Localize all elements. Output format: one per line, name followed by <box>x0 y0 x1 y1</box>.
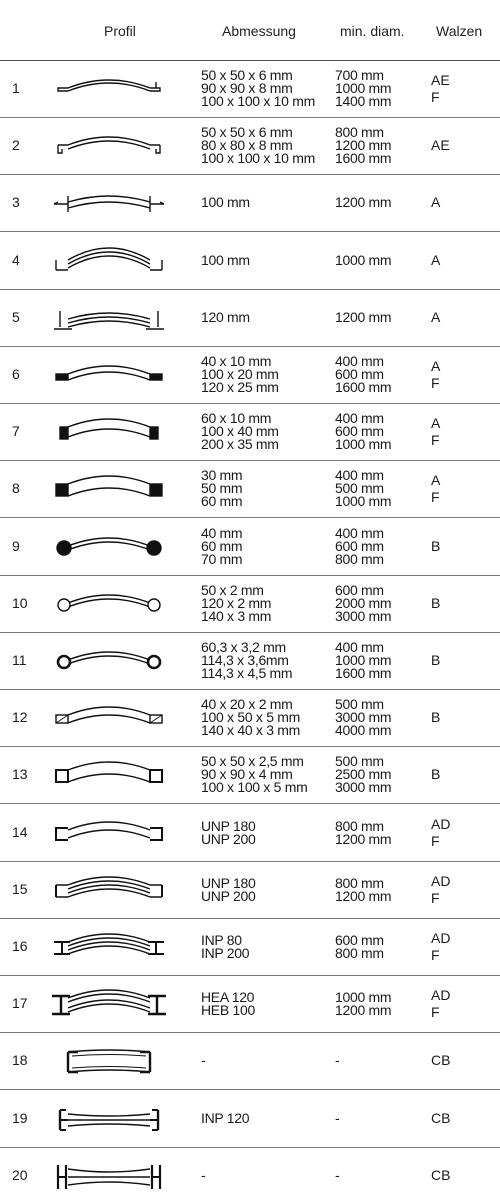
walzen-cell-line: A <box>431 472 441 489</box>
walzen-cell <box>431 252 440 269</box>
min-diam-cell-line: 1600 mm <box>335 379 392 395</box>
abmessung-cell-line: UNP 180 <box>201 874 256 891</box>
table-row <box>0 1032 500 1090</box>
table-row <box>0 918 500 976</box>
walzen-cell-line: AE <box>431 72 450 88</box>
min-diam-cell-line: 1600 mm <box>335 150 392 167</box>
abmessung-cell <box>201 1054 205 1067</box>
abmessung-cell-line: 50 mm <box>201 480 243 497</box>
abmessung-cell-line: 60 mm <box>201 537 243 554</box>
abmessung-cell-line: 140 x 3 mm <box>201 607 272 624</box>
row-number: 5 <box>12 308 20 325</box>
abmessung-cell <box>201 1109 250 1126</box>
walzen-cell-line: B <box>431 652 441 668</box>
min-diam-cell-line: 1200 mm <box>335 137 392 154</box>
min-diam-cell-line: 800 mm <box>335 817 384 834</box>
walzen-cell <box>431 72 450 106</box>
profile-i-beam-icon <box>50 924 168 968</box>
abmessung-cell-line: 120 mm <box>201 308 250 325</box>
walzen-cell <box>431 930 450 964</box>
min-diam-cell-line: 400 mm <box>335 353 384 369</box>
min-diam-cell-line: 3000 mm <box>335 709 392 726</box>
min-diam-cell-line: 1000 mm <box>335 652 392 668</box>
walzen-cell-line: F <box>431 889 440 906</box>
row-number: 14 <box>12 823 28 840</box>
walzen-cell-line: B <box>431 537 441 554</box>
min-diam-cell <box>335 196 391 209</box>
profile-round-tube-thick-icon <box>50 638 168 682</box>
walzen-cell-line: F <box>431 89 440 105</box>
table-row <box>0 346 500 404</box>
abmessung-cell-line: 100 x 20 mm <box>201 366 279 382</box>
walzen-cell-line: A <box>431 358 441 374</box>
table-row <box>0 861 500 919</box>
abmessung-cell <box>201 991 255 1017</box>
row-number: 15 <box>12 880 28 897</box>
abmessung-cell-line: 120 x 25 mm <box>201 379 279 395</box>
abmessung-cell-line: 100 x 100 x 10 mm <box>201 93 315 109</box>
walzen-cell-line: A <box>431 194 441 211</box>
min-diam-cell-line: 800 mm <box>335 874 384 891</box>
walzen-cell-line: AD <box>431 815 451 832</box>
walzen-cell <box>431 1052 450 1069</box>
abmessung-cell-line: UNP 200 <box>201 887 256 904</box>
abmessung-cell-line: 90 x 90 x 8 mm <box>201 80 293 96</box>
row-number: 19 <box>12 1109 28 1126</box>
walzen-cell-line: F <box>431 432 440 449</box>
profile-i-beam-web-icon <box>50 1096 168 1140</box>
walzen-cell <box>431 472 440 506</box>
table-header <box>0 0 500 61</box>
profile-angle-leg-down-icon <box>50 123 168 167</box>
min-diam-cell-line: 1200 mm <box>335 1002 392 1019</box>
table-row <box>0 174 500 232</box>
abmessung-cell-line: 140 x 40 x 3 mm <box>201 722 300 739</box>
profile-round-tube-thin-icon <box>50 581 168 625</box>
abmessung-cell <box>201 581 272 624</box>
min-diam-cell-line: 3000 mm <box>335 779 392 796</box>
profile-square-tube-icon <box>50 752 168 796</box>
walzen-cell-line: F <box>431 947 440 963</box>
walzen-cell-line: CB <box>431 1109 451 1126</box>
abmessung-cell-line: 60,3 x 3,2 mm <box>201 639 286 655</box>
table-row <box>0 518 500 576</box>
walzen-cell <box>431 309 440 326</box>
min-diam-cell-line: 600 mm <box>335 581 384 598</box>
abmessung-cell <box>201 308 250 325</box>
min-diam-cell-line: 400 mm <box>335 639 384 655</box>
walzen-cell-line: B <box>431 766 441 783</box>
walzen-cell-line: F <box>431 375 440 391</box>
min-diam-cell-line: 4000 mm <box>335 722 392 739</box>
row-number: 4 <box>12 251 20 268</box>
min-diam-cell-line: 1000 mm <box>335 436 392 453</box>
walzen-cell-line: B <box>431 709 441 726</box>
row-number: 9 <box>12 537 20 554</box>
min-diam-cell-line: 400 mm <box>335 410 384 427</box>
min-diam-cell-line: 1000 mm <box>335 80 392 96</box>
table-row <box>0 575 500 633</box>
abmessung-cell-line: 60 x 10 mm <box>201 410 272 427</box>
row-number: 6 <box>12 366 20 382</box>
walzen-cell-line: A <box>431 251 441 268</box>
min-diam-cell-line: 1000 mm <box>335 251 392 268</box>
profile-channel-web-icon <box>50 1038 168 1082</box>
min-diam-cell-line: 500 mm <box>335 480 384 497</box>
walzen-cell-line: CB <box>431 1166 451 1183</box>
row-number: 16 <box>12 938 28 954</box>
min-diam-cell-line: 800 mm <box>335 124 384 141</box>
walzen-cell-line: F <box>431 1004 440 1021</box>
abmessung-cell-line: 50 x 50 x 6 mm <box>201 67 293 83</box>
profile-channel-in-icon <box>50 867 168 911</box>
min-diam-cell-line: 800 mm <box>335 550 384 567</box>
min-diam-cell <box>335 755 391 794</box>
min-diam-cell <box>335 1109 340 1126</box>
header-abmessung: Abmessung <box>222 23 296 39</box>
walzen-cell <box>431 766 440 783</box>
row-number: 2 <box>12 137 20 154</box>
walzen-cell-line: AD <box>431 987 451 1004</box>
min-diam-cell <box>335 934 384 960</box>
row-number: 1 <box>12 80 20 96</box>
abmessung-cell-line: 40 x 20 x 2 mm <box>201 696 293 713</box>
abmessung-cell-line: 70 mm <box>201 550 243 567</box>
min-diam-cell <box>335 251 392 268</box>
table-row <box>0 60 500 118</box>
abmessung-cell <box>201 412 279 451</box>
abmessung-cell <box>201 755 307 794</box>
walzen-cell <box>431 1167 450 1184</box>
abmessung-cell-line: HEB 100 <box>201 1002 255 1019</box>
profile-round-bar-icon <box>50 524 168 568</box>
abmessung-cell <box>201 1166 206 1183</box>
abmessung-cell-line: 200 x 35 mm <box>201 436 279 453</box>
abmessung-cell <box>201 698 300 737</box>
table-row <box>0 289 500 347</box>
walzen-cell <box>431 137 450 154</box>
min-diam-cell-line: 700 mm <box>335 67 384 83</box>
profile-flat-small-icon <box>50 352 168 396</box>
row-number: 8 <box>12 480 20 497</box>
walzen-cell <box>431 709 440 726</box>
table-row <box>0 746 500 804</box>
abmessung-cell-line: 90 x 90 x 4 mm <box>201 766 293 783</box>
header-walzen: Walzen <box>436 23 483 39</box>
min-diam-cell-line: 800 mm <box>335 945 384 961</box>
walzen-cell <box>431 987 450 1021</box>
min-diam-cell-line: 600 mm <box>335 537 384 554</box>
abmessung-cell <box>201 355 279 394</box>
min-diam-cell <box>335 641 391 680</box>
table-row <box>0 403 500 461</box>
min-diam-cell-line: - <box>335 1052 340 1069</box>
abmessung-cell-line: 100 mm <box>201 251 250 268</box>
abmessung-cell <box>201 641 292 680</box>
abmessung-cell <box>201 251 250 268</box>
abmessung-cell <box>201 469 242 508</box>
profile-tee-center-icon <box>50 180 168 224</box>
abmessung-cell-line: UNP 200 <box>201 830 256 847</box>
min-diam-cell <box>335 469 391 508</box>
min-diam-cell-line: 1200 mm <box>335 194 392 211</box>
abmessung-cell-line: 100 x 40 mm <box>201 423 279 440</box>
min-diam-cell <box>335 698 391 737</box>
min-diam-cell <box>335 126 391 165</box>
min-diam-cell-line: 600 mm <box>335 366 384 382</box>
walzen-cell <box>431 816 450 850</box>
walzen-cell <box>431 194 440 211</box>
profile-tee-leg-down-icon <box>50 238 168 282</box>
row-number: 13 <box>12 766 28 783</box>
abmessung-cell-line: 80 x 80 x 8 mm <box>201 137 293 154</box>
abmessung-cell-line: 100 mm <box>201 194 250 211</box>
row-number: 11 <box>12 652 27 668</box>
min-diam-cell-line: 2500 mm <box>335 766 392 783</box>
min-diam-cell <box>335 874 392 904</box>
profile-h-beam-web-icon <box>50 1153 168 1197</box>
abmessung-cell-line: 40 mm <box>201 524 243 541</box>
header-min-diam: min. diam. <box>340 23 405 39</box>
table-row <box>0 975 500 1033</box>
min-diam-cell <box>335 524 384 567</box>
min-diam-cell-line: 1400 mm <box>335 93 392 109</box>
abmessung-cell <box>201 524 243 567</box>
abmessung-cell-line: 60 mm <box>201 493 243 510</box>
min-diam-cell <box>335 991 391 1017</box>
abmessung-cell <box>201 196 250 209</box>
table-row <box>0 1090 500 1148</box>
abmessung-cell-line: 100 x 100 x 5 mm <box>201 779 308 796</box>
row-number: 3 <box>12 194 20 211</box>
min-diam-cell <box>335 355 391 394</box>
abmessung-cell-line: 114,3 x 4,5 mm <box>201 665 293 681</box>
min-diam-cell-line: 3000 mm <box>335 607 392 624</box>
abmessung-cell-line: - <box>201 1052 206 1069</box>
walzen-cell <box>431 538 440 555</box>
walzen-cell <box>431 415 440 449</box>
min-diam-cell-line: - <box>335 1166 340 1183</box>
walzen-cell-line: AD <box>431 930 451 946</box>
abmessung-cell-line: HEA 120 <box>201 989 255 1006</box>
row-number: 20 <box>12 1166 28 1183</box>
table-row <box>0 117 500 175</box>
min-diam-cell-line: 400 mm <box>335 524 384 541</box>
walzen-cell <box>431 1110 450 1127</box>
walzen-cell-line: A <box>431 308 441 325</box>
min-diam-cell-line: 500 mm <box>335 753 384 770</box>
row-number: 12 <box>12 709 28 726</box>
abmessung-cell <box>201 817 256 847</box>
profile-rect-tube-icon <box>50 695 168 739</box>
min-diam-cell-line: 400 mm <box>335 467 384 484</box>
min-diam-cell-line: 1600 mm <box>335 665 392 681</box>
table-row <box>0 460 500 518</box>
abmessung-cell <box>201 874 256 904</box>
abmessung-cell-line: 114,3 x 3,6mm <box>201 652 289 668</box>
abmessung-cell-line: 120 x 2 mm <box>201 594 272 611</box>
walzen-cell <box>431 873 450 907</box>
walzen-cell-line: F <box>431 832 440 849</box>
profile-angle-leg-up-icon <box>50 66 168 110</box>
abmessung-cell-line: 50 x 2 mm <box>201 581 264 598</box>
profile-square-bar-icon <box>50 466 168 510</box>
min-diam-cell-line: 1000 mm <box>335 989 392 1006</box>
walzen-cell <box>431 652 440 669</box>
min-diam-cell <box>335 817 392 847</box>
table-row <box>0 632 500 690</box>
min-diam-cell <box>335 1054 339 1067</box>
abmessung-cell-line: - <box>201 1166 206 1183</box>
abmessung-cell <box>201 126 315 165</box>
min-diam-cell-line: 600 mm <box>335 423 384 440</box>
walzen-cell-line: A <box>431 415 441 432</box>
min-diam-cell <box>335 308 392 325</box>
header-profil: Profil <box>104 23 136 39</box>
walzen-cell <box>431 358 440 392</box>
profile-h-beam-icon <box>50 981 168 1025</box>
walzen-cell-line: B <box>431 594 441 611</box>
min-diam-cell <box>335 1166 340 1183</box>
table-row <box>0 1147 500 1204</box>
abmessung-cell-line: INP 80 <box>201 932 242 948</box>
abmessung-cell-line: INP 120 <box>201 1109 250 1126</box>
row-number: 7 <box>12 423 20 440</box>
abmessung-cell-line: UNP 180 <box>201 817 256 834</box>
table-row <box>0 232 500 290</box>
row-number: 10 <box>12 594 28 611</box>
row-number: 18 <box>12 1052 28 1069</box>
abmessung-cell-line: 50 x 50 x 6 mm <box>201 124 293 141</box>
abmessung-cell-line: INP 200 <box>201 945 250 961</box>
abmessung-cell <box>201 934 249 960</box>
min-diam-cell-line: 600 mm <box>335 932 384 948</box>
walzen-cell-line: CB <box>431 1052 451 1069</box>
walzen-cell <box>431 595 440 612</box>
min-diam-cell <box>335 412 391 451</box>
min-diam-cell-line: 1200 mm <box>335 308 392 325</box>
abmessung-cell-line: 40 x 10 mm <box>201 353 272 369</box>
abmessung-cell-line: 30 mm <box>201 467 243 484</box>
min-diam-cell-line: 1000 mm <box>335 493 392 510</box>
walzen-cell-line: F <box>431 489 440 506</box>
min-diam-cell <box>335 581 392 624</box>
min-diam-cell-line: - <box>335 1109 340 1126</box>
min-diam-cell-line: 1200 mm <box>335 830 392 847</box>
min-diam-cell-line: 500 mm <box>335 696 384 713</box>
abmessung-cell <box>201 69 315 108</box>
profile-tee-leg-up-icon <box>50 295 168 339</box>
table-row <box>0 804 500 862</box>
abmessung-cell-line: 50 x 50 x 2,5 mm <box>201 753 304 770</box>
min-diam-cell <box>335 69 391 108</box>
abmessung-cell-line: 100 x 50 x 5 mm <box>201 709 300 726</box>
profile-channel-out-icon <box>50 810 168 854</box>
walzen-cell-line: AD <box>431 872 451 889</box>
min-diam-cell-line: 1200 mm <box>335 887 392 904</box>
profile-flat-tall-icon <box>50 409 168 453</box>
abmessung-cell-line: 100 x 100 x 10 mm <box>201 150 315 167</box>
table-row <box>0 689 500 747</box>
min-diam-cell-line: 2000 mm <box>335 594 392 611</box>
walzen-cell-line: AE <box>431 137 450 154</box>
row-number: 17 <box>12 995 28 1012</box>
